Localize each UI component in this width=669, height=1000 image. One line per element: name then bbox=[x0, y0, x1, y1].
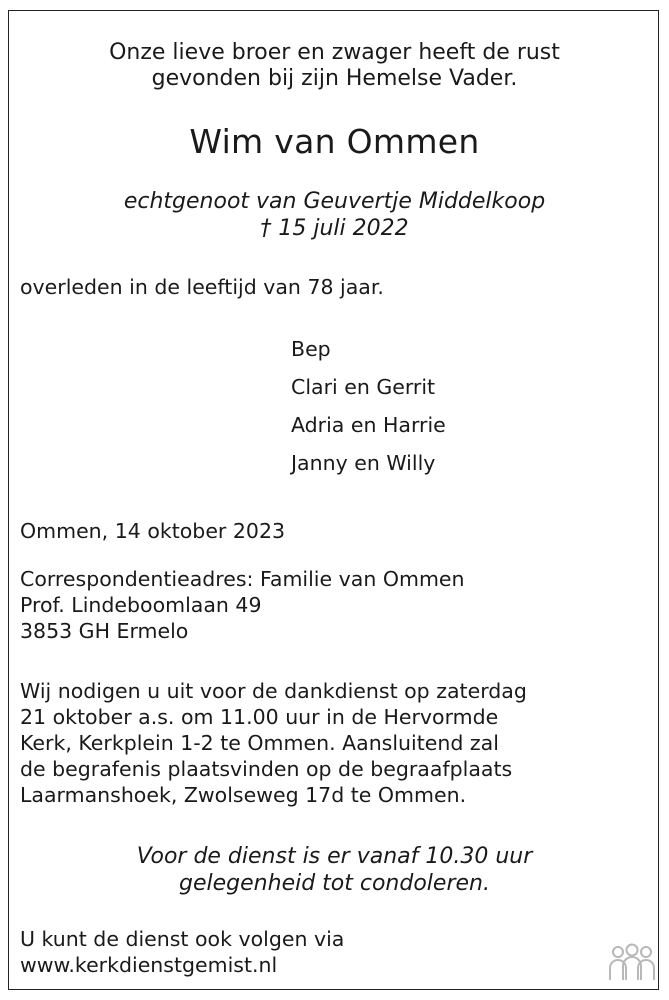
people-group-icon bbox=[606, 942, 658, 982]
family-member: Adria en Harrie bbox=[291, 413, 446, 437]
place-date: Ommen, 14 oktober 2023 bbox=[20, 519, 286, 543]
correspondence-line-3: 3853 GH Ermelo bbox=[20, 619, 189, 643]
correspondence-line-1: Correspondentieadres: Familie van Ommen bbox=[20, 567, 465, 591]
service-line-5: Laarmanshoek, Zwolseweg 17d te Ommen. bbox=[20, 783, 467, 807]
family-member: Janny en Willy bbox=[291, 451, 436, 475]
family-member: Bep bbox=[291, 337, 331, 361]
correspondence-line-2: Prof. Lindeboomlaan 49 bbox=[20, 593, 262, 617]
online-url: www.kerkdienstgemist.nl bbox=[20, 953, 278, 977]
family-list bbox=[291, 337, 446, 489]
intro-line-1: Onze lieve broer en zwager heeft de rust bbox=[109, 40, 560, 65]
service-line-3: Kerk, Kerkplein 1-2 te Ommen. Aansluitend zal bbox=[20, 731, 499, 755]
service-line-2: 21 oktober a.s. om 11.00 uur in de Hervormde bbox=[20, 705, 499, 729]
deceased-name: Wim van Ommen bbox=[189, 122, 480, 161]
service-line-4: de begrafenis plaatsvinden op de begraafplaats bbox=[20, 757, 513, 781]
service-line-1: Wij nodigen u uit voor de dankdienst op zaterdag bbox=[20, 679, 527, 703]
online-line-1: U kunt de dienst ook volgen via bbox=[20, 927, 345, 951]
date-of-death: † 15 juli 2022 bbox=[260, 216, 409, 241]
condolence-line-2: gelegenheid tot condoleren. bbox=[179, 871, 490, 896]
intro-line-2: gevonden bij zijn Hemelse Vader. bbox=[151, 66, 518, 91]
family-member: Clari en Gerrit bbox=[291, 375, 436, 399]
condolence-line-1: Voor de dienst is er vanaf 10.30 uur bbox=[136, 844, 533, 869]
age-line: overleden in de leeftijd van 78 jaar. bbox=[20, 275, 384, 299]
spouse-line: echtgenoot van Geuvertje Middelkoop bbox=[123, 189, 546, 214]
